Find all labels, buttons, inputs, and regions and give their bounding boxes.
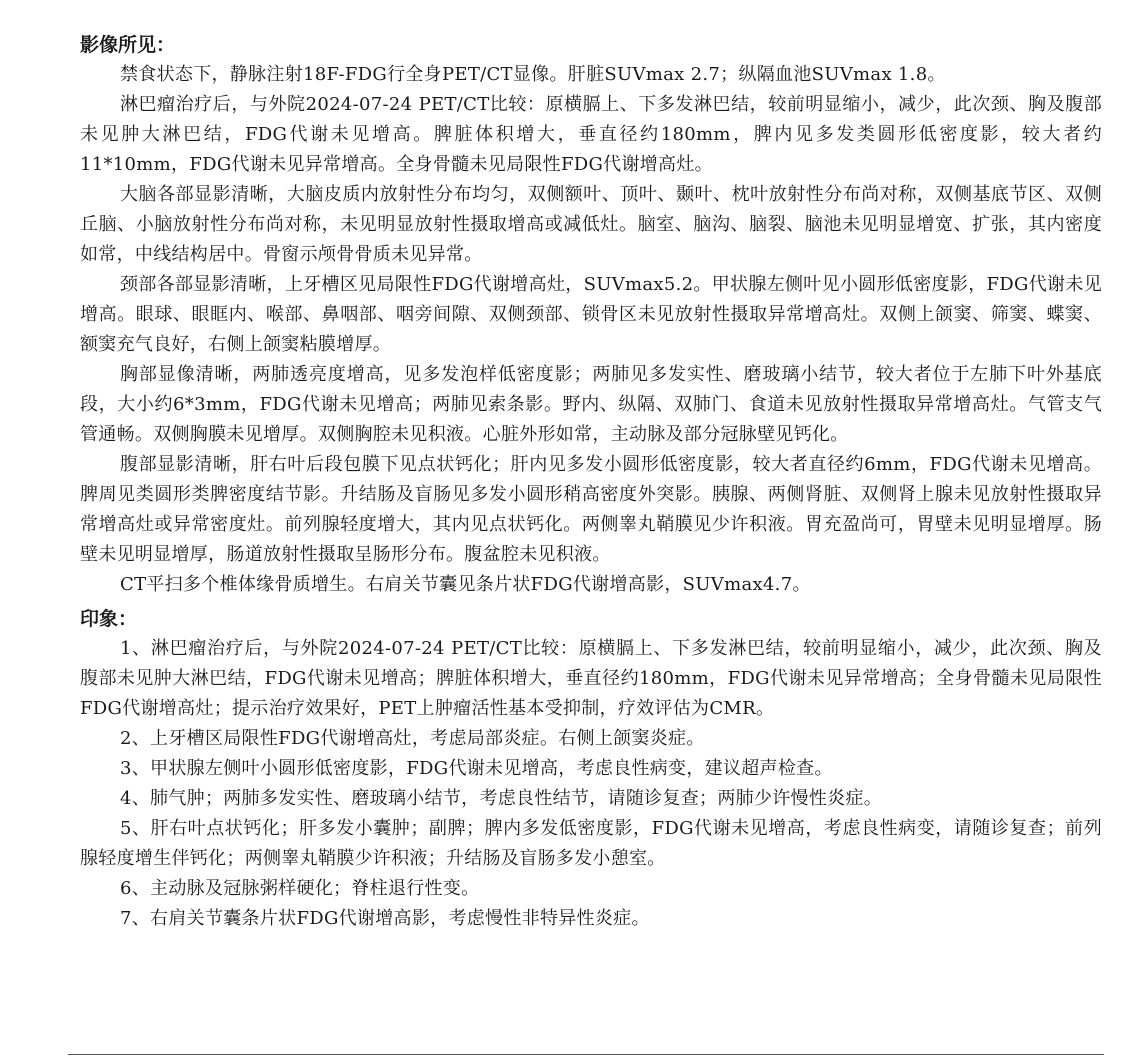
findings-paragraph: 禁食状态下，静脉注射18F-FDG行全身PET/CT显像。肝脏SUVmax 2.7；纵隔血池SUVmax 1.8。 [120, 64, 946, 85]
impression-item: 1、淋巴瘤治疗后，与外院2024-07-24 PET/CT比较：原横膈上、下多发淋巴结，较前明显缩小，减少，此次颈、胸及腹部未见肿大淋巴结，FDG代谢未见增高；脾脏体积增大，垂直径约180mm，FDG代谢未见异常增高；全身骨髓未见局限性FDG代谢增高灶；提示治疗效果好，PET上肿瘤活性基本受抑制，疗效评估为CMR。 [80, 638, 1102, 719]
impression-item: 3、甲状腺左侧叶小圆形低密度影，FDG代谢未见增高，考虑良性病变，建议超声检查。 [120, 758, 833, 779]
impression-item: 2、上牙槽区局限性FDG代谢增高灶，考虑局部炎症。右侧上颌窦炎症。 [120, 728, 705, 749]
findings-paragraph: 胸部显像清晰，两肺透亮度增高，见多发泡样低密度影；两肺见多发实性、磨玻璃小结节，较大者位于左肺下叶外基底段，大小约6*3mm，FDG代谢未见增高；两肺见索条影。野内、纵隔、双肺门、食道未见放射性摄取异常增高灶。气管支气管通畅。双侧胸膜未见增厚。双侧胸腔未见积液。心脏外形如常，主动脉及部分冠脉壁见钙化。 [80, 364, 1102, 445]
bottom-divider [68, 1054, 1104, 1055]
impression-item: 7、右肩关节囊条片状FDG代谢增高影，考虑慢性非特异性炎症。 [120, 908, 650, 929]
findings-paragraph: CT平扫多个椎体缘骨质增生。右肩关节囊见条片状FDG代谢增高影，SUVmax4.7。 [120, 574, 811, 595]
findings-section [80, 30, 1102, 600]
impression-item: 6、主动脉及冠脉粥样硬化；脊柱退行性变。 [120, 878, 480, 899]
impression-heading: 印象： [80, 608, 138, 630]
impression-section [80, 604, 1102, 934]
impression-item: 5、肝右叶点状钙化；肝多发小囊肿；副脾；脾内多发低密度影，FDG代谢未见增高，考虑良性病变，请随诊复查；前列腺轻度增生伴钙化；两侧睾丸鞘膜少许积液；升结肠及盲肠多发小憩室。 [80, 818, 1102, 869]
report-body [80, 30, 1102, 934]
impression-item: 4、肺气肿；两肺多发实性、磨玻璃小结节，考虑良性结节，请随诊复查；两肺少许慢性炎症。 [120, 788, 883, 809]
findings-heading: 影像所见： [80, 34, 176, 56]
findings-paragraph: 大脑各部显影清晰，大脑皮质内放射性分布均匀，双侧额叶、顶叶、颞叶、枕叶放射性分布尚对称，双侧基底节区、双侧丘脑、小脑放射性分布尚对称，未见明显放射性摄取增高或减低灶。脑室、脑沟、脑裂、脑池未见明显增宽、扩张，其内密度如常，中线结构居中。骨窗示颅骨骨质未见异常。 [80, 184, 1102, 265]
findings-paragraph: 淋巴瘤治疗后，与外院2024-07-24 PET/CT比较：原横膈上、下多发淋巴结，较前明显缩小，减少，此次颈、胸及腹部未见肿大淋巴结，FDG代谢未见增高。脾脏体积增大，垂直径约180mm，脾内见多发类圆形低密度影，较大者约11*10mm，FDG代谢未见异常增高。全身骨髓未见局限性FDG代谢增高灶。 [80, 94, 1102, 175]
findings-paragraph: 颈部各部显影清晰，上牙槽区见局限性FDG代谢增高灶，SUVmax5.2。甲状腺左侧叶见小圆形低密度影，FDG代谢未见增高。眼球、眼眶内、喉部、鼻咽部、咽旁间隙、双侧颈部、锁骨区未见放射性摄取异常增高灶。双侧上颌窦、筛窦、蝶窦、额窦充气良好，右侧上颌窦粘膜增厚。 [80, 274, 1102, 355]
findings-paragraph: 腹部显影清晰，肝右叶后段包膜下见点状钙化；肝内见多发小圆形低密度影，较大者直径约6mm，FDG代谢未见增高。脾周见类圆形类脾密度结节影。升结肠及盲肠见多发小圆形稍高密度外突影。胰腺、两侧肾脏、双侧肾上腺未见放射性摄取异常增高灶或异常密度灶。前列腺轻度增大，其内见点状钙化。两侧睾丸鞘膜见少许积液。胃充盈尚可，胃壁未见明显增厚。肠壁未见明显增厚，肠道放射性摄取呈肠形分布。腹盆腔未见积液。 [80, 454, 1102, 565]
